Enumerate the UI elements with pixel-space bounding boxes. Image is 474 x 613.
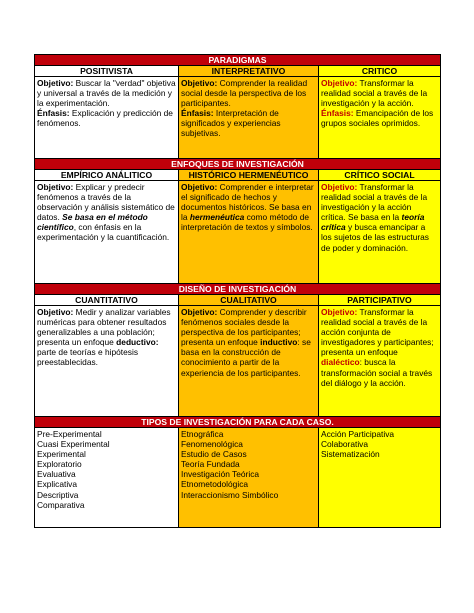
cell-cualitativo	[179, 306, 319, 417]
historico-bold: hermenéutica	[189, 212, 245, 223]
section-tipos	[35, 417, 441, 428]
header-interpretativo: INTERPRETATIVO	[179, 66, 319, 77]
content-row-diseno	[35, 306, 441, 417]
objetivo-label: Objetivo:	[37, 78, 74, 88]
participativo-bold: dialéctico	[321, 357, 360, 368]
participativo-text-2: : busca la transformación social a través del diálogo y la acción.	[321, 357, 433, 388]
research-paradigms-table	[34, 54, 441, 528]
list-item: Colaborativa	[321, 439, 369, 450]
header-critico-social: CRÍTICO SOCIAL	[319, 170, 441, 181]
cuantitativo-text-1: Medir y analizar variables numéricas para obtener resultados generalizables a una población; presenta un enfoque	[37, 307, 171, 348]
content-row-paradigmas	[35, 77, 441, 159]
list-item: Experimental	[37, 449, 86, 460]
empirico-text-1: Explicar y predecir fenómenos a través de la observación y análisis sistemático de datos.	[37, 182, 175, 223]
header-empirico: EMPÍRICO ANÁLITICO	[35, 170, 179, 181]
header-cuantitativo: CUANTITATIVO	[35, 295, 179, 306]
header-participativo: PARTICIPATIVO	[319, 295, 441, 306]
list-item: Sistematización	[321, 449, 380, 460]
critico-social-bold: teoría crítica	[321, 212, 425, 233]
list-item: Etnográfica	[181, 429, 224, 439]
content-row-tipos	[35, 428, 441, 528]
cualitativo-text-1: Comprender y describir fenómenos sociales desde la perspectiva de los participantes; presenta un enfoque	[181, 307, 307, 348]
list-item: Descriptiva	[37, 489, 79, 500]
historico-text-2: como método de interpretación de textos y símbolos.	[181, 212, 313, 233]
header-row-diseno	[35, 295, 441, 306]
list-item: Teoría Fundada	[181, 459, 240, 470]
enfasis-label: Énfasis:	[37, 108, 70, 119]
header-cualitativo: CUALITATIVO	[179, 295, 319, 306]
positivista-objetivo: Buscar la "verdad" objetiva y universal a través de la medición y la experimentación.	[37, 78, 176, 109]
cell-tipos-cuantitativo	[35, 428, 179, 528]
enfasis-label: Énfasis:	[321, 108, 354, 119]
list-item: Cuasi Experimental	[37, 439, 110, 450]
cell-tipos-participativo	[319, 428, 441, 528]
list-item: Acción Participativa	[321, 429, 395, 439]
objetivo-label: Objetivo:	[321, 78, 358, 88]
empirico-text-2: , con énfasis en la experimentación y la cuantificación.	[37, 222, 170, 243]
critico-objetivo: Transformar la realidad social a través de la investigación y la acción.	[321, 78, 428, 109]
historico-text-1: Comprender e interpretar el significado de hechos y documentos históricos. Se basa en la	[181, 182, 314, 223]
header-historico: HISTÓRICO HERMENÉUTICO	[179, 170, 319, 181]
header-positivista: POSITIVISTA	[35, 66, 179, 77]
list-item: Estudio de Casos	[181, 449, 247, 460]
cuantitativo-bold: deductivo:	[116, 337, 159, 348]
list-item: Pre-Experimental	[37, 429, 102, 439]
positivista-enfasis: Explicación y predicción de fenómenos.	[37, 108, 173, 129]
objetivo-label: Objetivo:	[37, 307, 74, 317]
cell-positivista	[35, 77, 179, 159]
cell-historico	[179, 181, 319, 284]
cell-critico-social	[319, 181, 441, 284]
objetivo-label: Objetivo:	[181, 182, 218, 192]
cell-tipos-cualitativo	[179, 428, 319, 528]
header-critico: CRITICO	[319, 66, 441, 77]
section-diseno	[35, 284, 441, 295]
list-item: Explicativa	[37, 479, 78, 490]
critico-enfasis: Emancipación de los grupos sociales oprimidos.	[321, 108, 434, 129]
content-row-enfoques	[35, 181, 441, 284]
list-item: Evaluativa	[37, 469, 76, 480]
list-item: Exploratorio	[37, 459, 82, 470]
cell-critico	[319, 77, 441, 159]
list-item: Etnometodológica	[181, 479, 249, 490]
cualitativo-text-2: : se basa en la construcción de conocimiento a partir de la experiencia de los participantes.	[181, 337, 311, 378]
list-item: Interaccionismo Simbólico	[181, 489, 279, 500]
cell-participativo	[319, 306, 441, 417]
cell-interpretativo	[179, 77, 319, 159]
section-title: ENFOQUES DE INVESTIGACIÓN	[35, 159, 441, 170]
objetivo-label: Objetivo:	[37, 182, 74, 192]
objetivo-label: Objetivo:	[181, 307, 218, 317]
cuantitativo-text-2: parte de teorías e hipótesis preestablecidas.	[37, 347, 139, 368]
list-item: Investigación Teórica	[181, 469, 260, 480]
participativo-text-1: Transformar la realidad social a través de la acción conjunta de investigadores y participantes; presenta un enfoque	[321, 307, 434, 358]
cualitativo-bold: inductivo	[260, 337, 298, 348]
empirico-bold: Se basa en el método científico	[37, 212, 148, 233]
critico-social-text-2: y busca emancipar a los sujetos de las estructuras de poder y dominación.	[321, 222, 429, 253]
section-title: TIPOS DE INVESTIGACIÓN PARA CADA CASO.	[35, 417, 441, 428]
section-paradigmas	[35, 55, 441, 66]
section-title: PARADIGMAS	[35, 55, 441, 66]
list-item: Fenomenológica	[181, 439, 243, 450]
header-row-enfoques	[35, 170, 441, 181]
objetivo-label: Objetivo:	[321, 182, 358, 192]
critico-social-text-1: Transformar la realidad social a través de la investigación y la acción crítica. Se basa en la	[321, 182, 428, 223]
list-item: Comparativa	[37, 499, 85, 510]
section-title: DISEÑO DE INVESTIGACIÓN	[35, 284, 441, 295]
cell-empirico	[35, 181, 179, 284]
section-enfoques	[35, 159, 441, 170]
interpretativo-objetivo: Comprender la realidad social desde la perspectiva de los participantes.	[181, 78, 308, 109]
objetivo-label: Objetivo:	[181, 78, 218, 88]
interpretativo-enfasis: Interpretación de significados y experiencias subjetivas.	[181, 108, 281, 139]
header-row-paradigmas	[35, 66, 441, 77]
cell-cuantitativo	[35, 306, 179, 417]
enfasis-label: Énfasis:	[181, 108, 214, 119]
objetivo-label: Objetivo:	[321, 307, 358, 317]
